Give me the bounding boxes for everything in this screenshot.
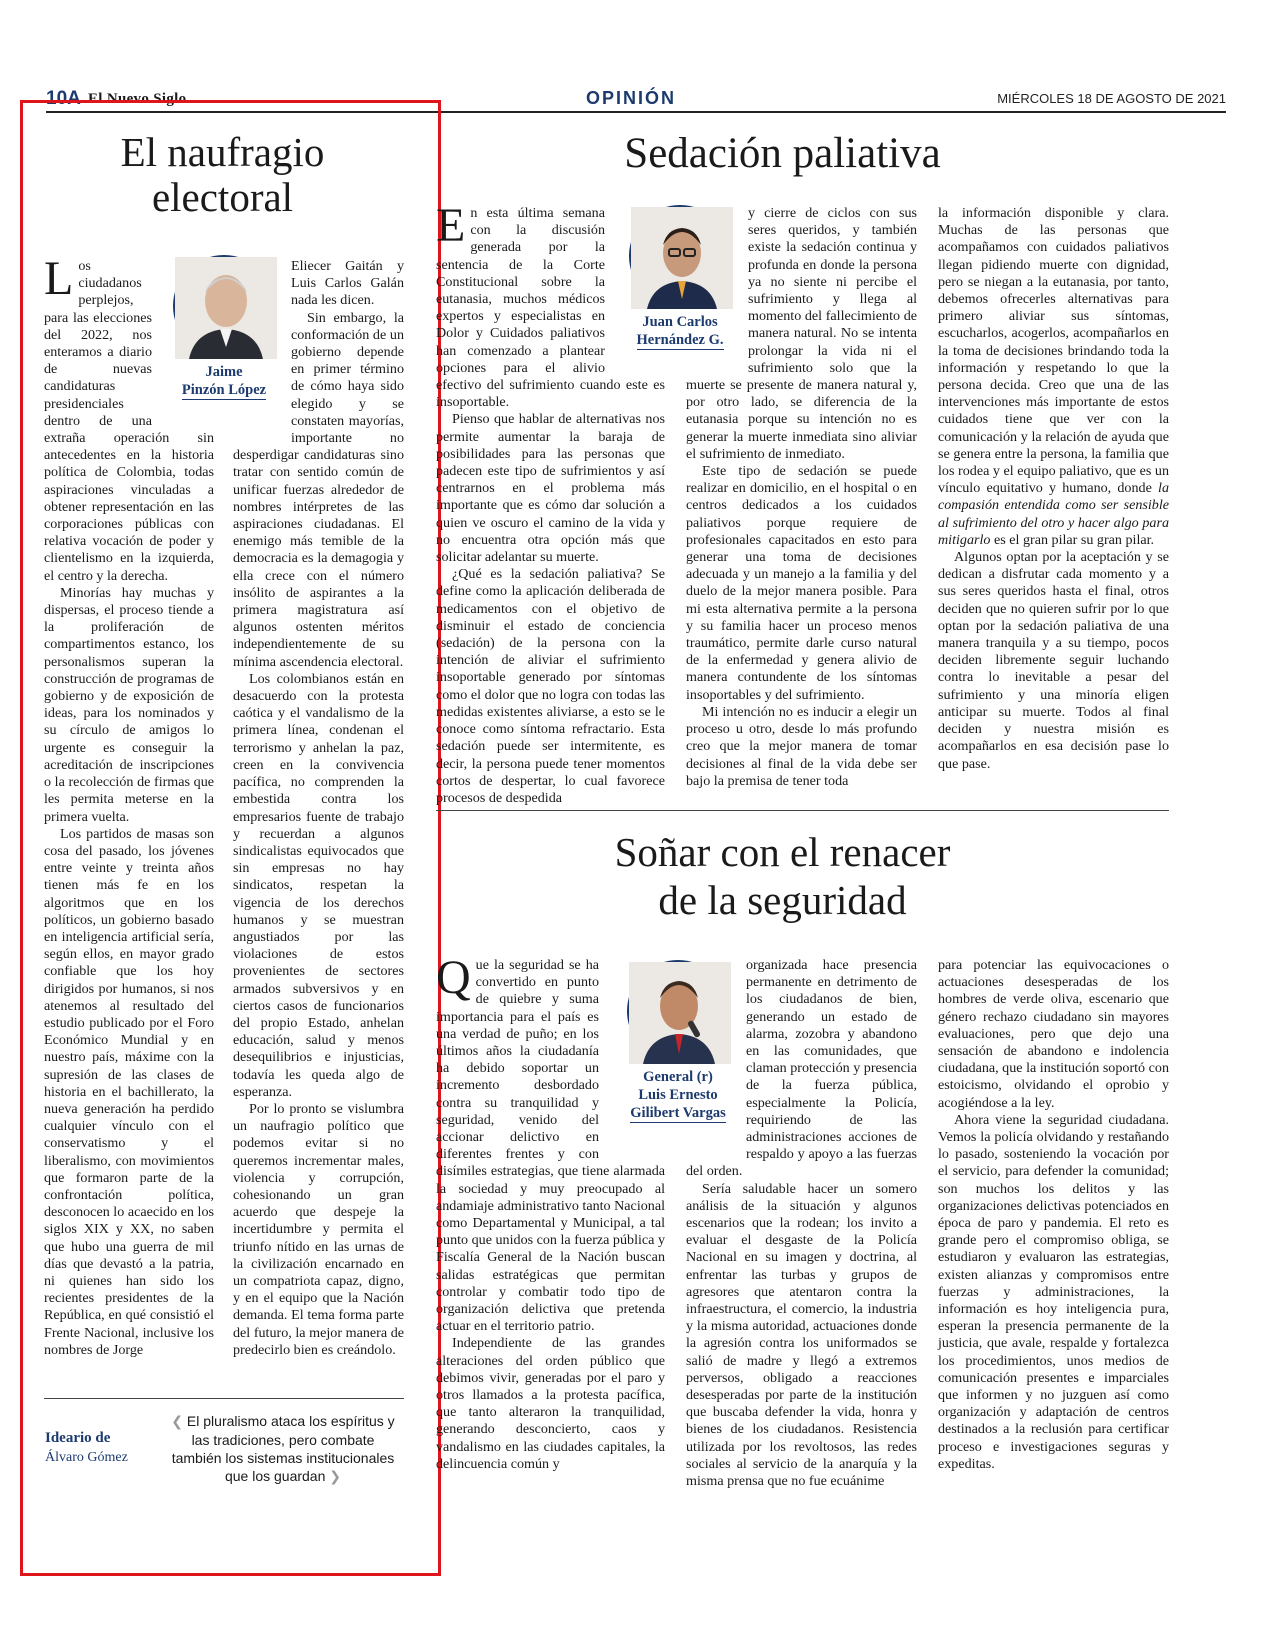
article1-col1-p1: os ciudadanos perplejos, para las elecciones del 2022, nos enteramos a diario de nuevas candidaturas presidenciales dentro de una extraña operación sin antecedentes en la historia política de Colombia, todas aspiraciones vinculadas a obtener representación en las corporaciones públicas con relativa vocación de poder y clientelismo en la izquierda, el centro y la derecha. [44,258,214,584]
article2-col3-p2: Algunos optan por la aceptación y se dedican a disfrutar cada momento y a sus seres queridos hasta el final, otros deciden que no quieren sufrir por lo que optan por la sedación paliativa de una manera tranquila y a su tiempo, pocos deciden libremente seguir luchando contra lo inevitable a pesar del sufrimiento y una minoría eligen anticipar su muerte. Todos al final deciden y nuestra misión es acompañarlos en esa decisión pase lo que pase. [938,549,1169,772]
article1-col1-p3: Los partidos de masas son cosa del pasado, los jóvenes entre veinte y treinta años tienen más fe en los algoritmos que en los políticos, un gobierno basado en inteligencia artificial sería, según ellos, en mayor grado confiable que los hoy dirigidos por humanos, si nos atenemos al resultado del estudio publicado por el Foro Económico Mundial y en nuestro país, máxime con la supresión de las clases de historia en el bachillerato, la nueva generación ha perdido cualquier vínculo con el conservatismo y el liberalismo, con movimientos que formaron parte de la confrontación política, desconocen lo acaecido en los siglos XIX y XX, no saben que hubo una guerra de mil días que devastó a la patria, ni quienes han sido los recientes presidentes de la República, en qué consistió el Frente Nacional, inclusive los nombres de Jorge [44,825,214,1358]
article3-col3-p2: Ahora viene la seguridad ciudadana. Vemos la policía olvidando y restañando lo pasado, sosteniendo la vocación por el servicio, para defender la comunidad; son muchos los delitos y las organizaciones delictivas potenciados en época de paro y pandemia. El reto es grande pero el compromiso obliga, se estudiaron y evaluaron las estrategias, existen alianzas y compromisos entre fuerzas y administraciones, la información es hoy inteligencia pura, esperan la presencia permanente de la justicia, que avale, respalde y fortalezca los procedimientos, unos medios de comunicación presentes e imparciales que informen y no juzguen así como organización y adaptación de centros destinados a la reclusión para certificar proceso e investigaciones seguras y expeditas. [938,1111,1169,1472]
article2-author-last: Hernández G. [636,332,724,348]
article1-author-first: Jaime [205,364,243,380]
article1-col2-p3: Los colombianos están en desacuerdo con la protesta caótica y el vandalismo de la primera línea, condenan el terrorismo y anhelan la paz, creen en la convivencia pacífica, no comprenden la embestida contra los empresarios fuente de trabajo y recuerdan a algunos sindicalistas equivocados que sin empresas no hay sindicatos, respetan la vigencia de los derechos humanos y se muestran angustiados por las violaciones de estos provenientes de sectores armados subversivos y en ciertos casos de funcionarios del propio Estado, anhelan educación, salud y menos desequilibrios e injusticias, todavía les queda algo de esperanza. [233,670,404,1100]
article2-col1-p2: Pienso que hablar de alternativas nos permite aumentar la baraja de posibilidades para las personas que padecen este tipo de sufrimientos y así centrarnos en el problema más importante que es cómo dar solución a quien ve oscuro el camino de la vida y no encuentra otra opción más que solicitar adelantar su muerte. [436,411,665,566]
article3-title [440,828,1125,924]
article3-author-last: Gilibert Vargas [630,1105,726,1121]
article3-column-1 [436,951,665,1485]
article2-col1-p3: ¿Qué es la sedación paliativa? Se define como la aplicación deliberada de medicamentos con el objetivo de disminuir el estado de conciencia (sedación) de la persona con la intención de aliviar el sufrimiento insoportable generado por síntomas como el dolor que no logra con todas las medidas existentes aliviarse, a esto se le conoce como síntoma refractario. Esta sedación puede ser intermitente, es decir, la persona puede tener momentos cortos de despertar, lo cual favorece procesos de despedida [436,566,665,806]
article3-dropcap: Q [436,951,471,1004]
article3-title-line2: de la seguridad [658,877,907,923]
article2-column-1 [436,199,665,806]
article3-title-line1: Soñar con el renacer [614,829,951,875]
article3-col1-p2: Independiente de las grandes alteraciones del orden público que debimos vivir, generadas por el paro y otros llamados a la protesta pacífica, que tanto alteraron la tranquilidad, generando desconcierto, caos y vandalismo en las ciudades capitales, la delincuencia común y [436,1335,665,1472]
article3-col2-p1: organizada hace presencia permanente en detrimento de los ciudadanos de bien, generando un estado de alarma, zozobra y abandono en las comunidades, que claman protección y presencia de la fuerza pública, especialmente la Policía, requiriendo de las administraciones acciones de respaldo y apoyo a las fuerzas del orden. [686,957,917,1180]
article2-col2-p1: y cierre de ciclos con sus seres queridos, y también existe la sedación continua y profunda en donde la persona ya no siente ni percibe el sufrimiento y llega al momento del fallecimiento de manera natural. No se intenta prolongar la vida ni el sufrimiento solo que la muerte se presente de manera natural y, por otro lado, se diferencia de la eutanasia porque su intención no es generar la muerte inmediata sino aliviar el sufrimiento de inmediato. [686,205,917,462]
article2-dropcap: E [436,199,466,252]
ideario-title: Ideario de [45,1430,111,1446]
article3-col2-p2: Sería saludable hacer un somero análisis de la situación y algunos escenarios que la rodean; los invito a evaluar el desgaste de la Policía Nacional en su imagen y doctrina, al enfrentar las turbas y grupos de agresores que atentaron contra la infraestructura, el comercio, la industria y la misma autoridad, actuaciones donde la agresión contra los uniformados se salió de madre y llegó a extremos perversos, obligado a reacciones desesperadas por parte de la institución que buscaba defender la vida, honra y bienes de los ciudadanos. Resistencia utilizada por los revoltosos, las redes sociales al servicio de la anarquía y la misma prensa que no fue ecuánime [686,1180,917,1490]
article3-author-rank: General (r) [643,1069,713,1085]
selection-highlight [20,100,441,1576]
article1-col2-p2: Sin embargo, la conformación de un gobierno depende en primer término de cómo haya sido elegido y se constaten mayorías, importante no desperdigar candidaturas sino tratar con sentido común de unificar fuerzas alrededor de nombres intérpretes de las aspiraciones ciudadanas. El enemigo más temible de la democracia es la demagogia y ella crece con el número insólito de aspirantes a la primera magistratura así algunos ostenten méritos independientemente de su mínima ascendencia electoral. [233,309,404,670]
article-divider [436,810,1169,811]
article3-author-first: Luis Ernesto [638,1087,718,1103]
article2-author-first: Juan Carlos [642,314,718,330]
article1-title-line2: electoral [151,174,294,220]
article2-col2-p2: Este tipo de sedación se puede realizar en domicilio, en el hospital o en centros dedicados a los cuidados paliativos porque requiere de profesionales capacitados en esto para generar una toma de decisiones adecuada y un manejo a la familia y del duelo de la mejor manera posible. Para mi esta alternativa permite a la persona y su familia hacer un proceso menos traumático, permite darle curso natural de la enfermedad y genera alivio de manera contundente de los síntomas insoportables y del sufrimiento. [686,463,917,703]
article2-column-3 [938,205,1169,775]
article2-col2-p3: Mi intención no es inducir a elegir un proceso u otro, desde lo más profundo creo que la mejor manera de tomar decisiones al final de la vida debe ser bajo la premisa de tener toda [686,703,917,789]
article2-col3-italic: la compasión entendida como ser sensible al sufrimiento del otro y hacer algo para mitigarlo [938,480,1169,548]
section-title: OPINIÓN [586,88,677,108]
newspaper-name: El Nuevo Siglo [88,91,187,107]
article3-column-2 [686,957,917,1490]
article1-col2-p4: Por lo pronto se vislumbra un naufragio político que podemos evitar si no queremos incrementar males, violencia y corrupción, cohesionando un gran acuerdo que despeje la incertidumbre y permita el triunfo nítido en las urnas de la civilización encarnado en un compatriota capaz, digno, y en el equipo que la Nación demanda. El tema forma parte del futuro, la mejor manera de predecirlo bien es creándolo. [233,1100,404,1358]
article2-title: Sedación paliativa [624,130,941,177]
article1-title-line1: El naufragio [120,129,325,175]
article2-col3-p1-end: es el gran pilar su gran pilar. [994,531,1155,548]
page-number: 10A [46,88,81,109]
article1-col2-p1: Eliecer Gaitán y Luis Carlos Galán nada les dicen. [291,258,404,309]
issue-date: MIÉRCOLES 18 DE AGOSTO DE 2021 [997,91,1226,106]
article3-column-3 [938,957,1169,1485]
article2-col1-p1: n esta última semana con la discusión generada por la sentencia de la Corte Constitucional sobre la eutanasia, muchos médicos expertos y especialistas en Dolor y Cuidados paliativos han comenzado a plantear opciones para el alivio efectivo del sufrimiento cuando este es insoportable. [436,205,665,411]
article1-col1-p2: Minorías hay muchas y dispersas, el proceso tiende a la proliferación de compartimentos estanco, los personalismos superan la construcción de programas de gobierno y de exposición de ideas, para los nominados y su círculo de amigos lo urgente es conseguir la acreditación de inscripciones o la recolección de firmas que les permita meterse en la primera vuelta. [44,584,214,825]
ideario-quote-text: El pluralismo ataca los espíritus y las tradiciones, pero combate también los sistemas institucionales que los guardan [171,1413,395,1484]
article2-col3-p1: la información disponible y clara. Muchas de las personas que acompañamos con cuidados paliativos llegan pidiendo muerte con dignidad, pero se niegan a la eutanasia, por tanto, debemos ofrecerles alternativas para primero aliviar sus síntomas, escucharlos, acogerlos, acompañarlos en la toma de decisiones brindando toda la información y respetando lo que la persona decida. Creo que una de las intervenciones más importante de estos cuidados tiene que ver con la comunicación y la relación de ayuda que se genera entre la persona, la familia que los rodea y el equipo paliativo, que es un vínculo equitativo y humano, donde [938,205,1169,497]
quote-close-icon: ❯ [329,1469,342,1485]
article1-dropcap: L [44,252,74,305]
article1-author-last: Pinzón López [181,382,267,398]
article3-col3-p1: para potenciar las equivocaciones o actuaciones desesperadas de los hombres de verde oliva, escenario que género rechazo ciudadano sin mayores evaluaciones, pero que dejo una sensación de abandono e indolencia ciudadana, que la institución soportó con estoicismo, olvidando el oprobio y acogiéndose a la ley. [938,957,1169,1111]
article2-column-2 [686,205,917,789]
quote-open-icon: ❮ [171,1414,184,1430]
article3-col1-p1: ue la seguridad se ha convertido en punto de quiebre y suma importancia para el país es una verdad de puño; en los últimos años la ciudadanía ha debido soportar un incremento desbordado contra su tranquilidad y seguridad, venido del accionar delictivo en diferentes frentes y con disímiles estrategias, que tiene alarmada la sociedad y muy preocupado al andamiaje administrativo tanto Nacional como Departamental y Municipal, a tal punto que unidos con la fuerza pública y Fiscalía General de la Nación buscan salidas estratégicas que permitan controlar y combatir todo tipo de organización delictiva que pretenda actuar en el territorio patrio. [436,957,665,1335]
ideario-author: Álvaro Gómez [45,1450,128,1465]
